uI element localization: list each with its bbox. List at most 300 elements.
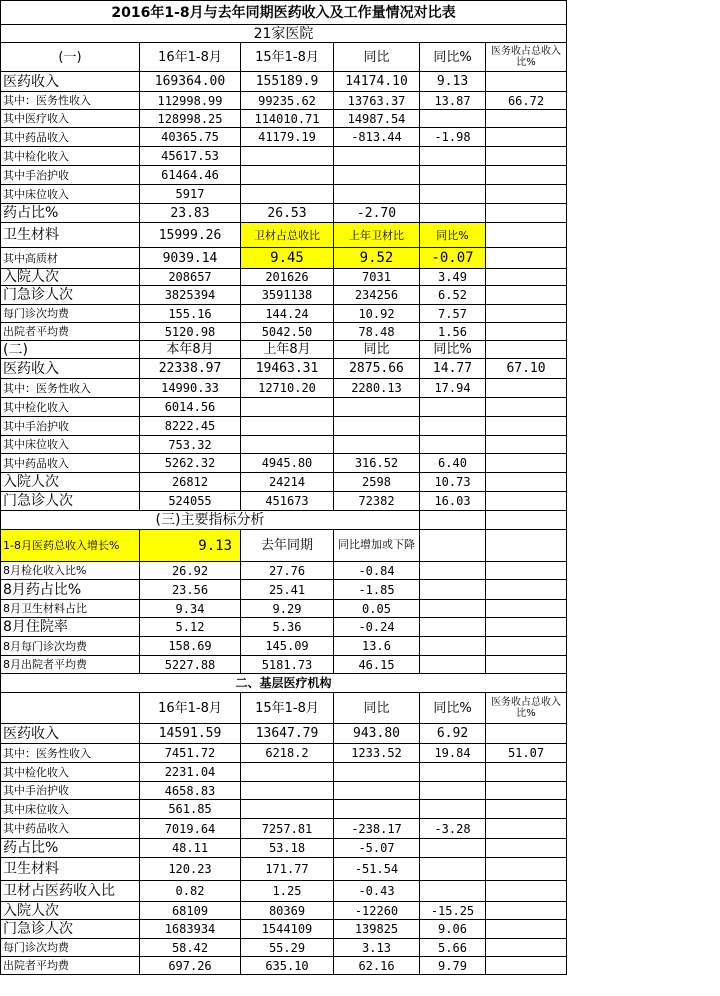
row-label: 医药收入 [1,724,140,744]
data-cell: 1544109 [241,920,334,939]
data-cell: 41179.19 [241,128,334,147]
data-cell: 171.77 [241,858,334,881]
data-cell: 14990.33 [140,379,241,398]
data-cell: 169364.00 [140,72,241,92]
empty-cell [486,580,567,600]
data-cell: 46.15 [334,656,420,674]
data-cell: 80369 [241,902,334,920]
data-cell: 155.16 [140,305,241,323]
section4-header-0 [1,693,140,724]
data-cell [420,166,486,185]
row-label: 卫材占医药收入比 [1,881,140,902]
data-cell [486,185,567,204]
data-cell: 9.13 [420,72,486,92]
data-cell: 1.25 [241,881,334,902]
row-label: 其中：医务性收入 [1,744,140,763]
yoy-change-header: 同比增加或下降 [334,530,420,562]
data-cell: 72382 [334,492,420,511]
data-cell: 1.56 [420,323,486,341]
row-label: 其中床位收入 [1,436,140,454]
data-cell [420,398,486,417]
data-cell: 14591.59 [140,724,241,744]
data-cell [420,417,486,436]
section4-row [1,763,567,782]
data-cell [486,819,567,839]
row-label: 其中：医务性收入 [1,379,140,398]
data-cell [420,782,486,800]
data-cell [486,939,567,957]
data-cell: 26.92 [140,562,241,580]
data-cell: 5.12 [140,618,241,637]
data-cell [486,417,567,436]
data-cell: 14.77 [420,359,486,379]
section1-row [1,128,567,147]
data-cell [241,782,334,800]
data-cell [241,436,334,454]
row-label: 其中检化收入 [1,398,140,417]
section1-row [1,223,567,248]
data-cell [486,110,567,128]
section4-header-row [1,693,567,724]
section2-header-0: (二) [1,341,140,359]
section1-header-1: 16年1-8月 [140,43,241,72]
data-cell [241,398,334,417]
empty-cell [486,562,567,580]
section4-row [1,939,567,957]
data-cell [486,72,567,92]
data-cell: 316.52 [334,454,420,473]
data-cell [486,724,567,744]
data-cell [241,185,334,204]
data-cell [334,166,420,185]
row-label: 其中高质材 [1,248,140,269]
section2-row [1,398,567,417]
data-cell [334,417,420,436]
data-cell [241,147,334,166]
data-cell: 9.29 [241,600,334,618]
data-cell: 5262.32 [140,454,241,473]
row-label: 医药收入 [1,359,140,379]
section1-header-4: 同比% [420,43,486,72]
data-cell: 9.34 [140,600,241,618]
data-cell: -51.54 [334,858,420,881]
data-cell [334,800,420,819]
section4-row [1,881,567,902]
data-cell [486,492,567,511]
data-cell: 128998.25 [140,110,241,128]
data-cell [420,800,486,819]
data-cell [241,417,334,436]
data-cell: 13.6 [334,637,420,656]
section1-row [1,204,567,223]
section1-row [1,166,567,185]
section3-row [1,637,567,656]
data-cell: 68109 [140,902,241,920]
section4-row [1,819,567,839]
data-cell: 8222.45 [140,417,241,436]
data-cell: 943.80 [334,724,420,744]
data-cell: 53.18 [241,839,334,858]
section1-header-3: 同比 [334,43,420,72]
data-cell [486,323,567,341]
data-cell: 7257.81 [241,819,334,839]
data-cell [486,839,567,858]
section2-header-5 [486,341,567,359]
section1-row [1,269,567,286]
row-label: 药占比% [1,204,140,223]
data-cell [486,957,567,975]
empty-cell [420,656,486,674]
section4-row [1,902,567,920]
section1-header-2: 15年1-8月 [241,43,334,72]
data-cell [486,800,567,819]
data-cell: 7019.64 [140,819,241,839]
data-cell: 5181.73 [241,656,334,674]
data-cell: 9.06 [420,920,486,939]
section2-header-2: 上年8月 [241,341,334,359]
data-cell [486,763,567,782]
data-cell: 66.72 [486,92,567,110]
data-cell [486,248,567,269]
data-cell: 155189.9 [241,72,334,92]
data-cell: 120.23 [140,858,241,881]
row-label: 其中检化收入 [1,763,140,782]
data-cell [420,185,486,204]
data-cell: 208657 [140,269,241,286]
data-cell [486,473,567,492]
data-cell: 9.52 [334,248,420,269]
section3-row [1,562,567,580]
data-cell: 697.26 [140,957,241,975]
section3-row [1,618,567,637]
data-cell [334,147,420,166]
row-label: 入院人次 [1,269,140,286]
data-cell [241,763,334,782]
data-cell: 19.84 [420,744,486,763]
section3-row [1,580,567,600]
data-cell: 1683934 [140,920,241,939]
empty-cell [486,637,567,656]
data-cell: 561.85 [140,800,241,819]
data-cell: 6.92 [420,724,486,744]
section4-header-5: 医务收占总收入比% [486,693,567,724]
data-cell: -238.17 [334,819,420,839]
row-label: 8月住院率 [1,618,140,637]
data-cell: 5917 [140,185,241,204]
data-cell: 753.32 [140,436,241,454]
data-cell [486,223,567,248]
row-label: 其中医疗收入 [1,110,140,128]
section4-row [1,920,567,939]
data-cell [420,147,486,166]
section4-header-2: 15年1-8月 [241,693,334,724]
empty-cell [486,511,567,530]
data-cell: 40365.75 [140,128,241,147]
section4-row [1,957,567,975]
data-cell: 7031 [334,269,420,286]
data-cell: 7451.72 [140,744,241,763]
data-cell [420,204,486,223]
row-label: 其中药品收入 [1,819,140,839]
data-cell: 6.40 [420,454,486,473]
data-cell: 58.42 [140,939,241,957]
data-cell [486,436,567,454]
section2-header-4: 同比% [420,341,486,359]
empty-cell [420,511,486,530]
section2-header-1: 本年8月 [140,341,241,359]
growth-value: 9.13 [140,530,241,562]
data-cell: 5.36 [241,618,334,637]
empty-cell [420,618,486,637]
empty-cell [486,656,567,674]
data-cell: 9.45 [241,248,334,269]
row-label: 门急诊人次 [1,286,140,305]
section3-row [1,600,567,618]
empty-cell [486,530,567,562]
section2-header-row [1,341,567,359]
data-cell: 14987.54 [334,110,420,128]
data-cell: 10.92 [334,305,420,323]
row-label: 8月检化收入比% [1,562,140,580]
data-cell: 10.73 [420,473,486,492]
data-cell [486,398,567,417]
data-cell: 67.10 [486,359,567,379]
data-cell: 4658.83 [140,782,241,800]
row-label: 门急诊人次 [1,492,140,511]
section1-header-row [1,43,567,72]
report-title: 2016年1-8月与去年同期医药收入及工作量情况对比表 [1,1,567,25]
data-cell: 卫材占总收比 [241,223,334,248]
data-cell: 524055 [140,492,241,511]
data-cell: 112998.99 [140,92,241,110]
data-cell: 22338.97 [140,359,241,379]
section4-row [1,744,567,763]
data-cell [486,782,567,800]
data-cell: 16.03 [420,492,486,511]
growth-label: 1-8月医药总收入增长% [1,530,140,562]
data-cell: 6014.56 [140,398,241,417]
empty-cell [486,618,567,637]
section1-row [1,92,567,110]
data-cell [241,800,334,819]
data-cell [486,147,567,166]
section2-row [1,359,567,379]
data-cell: 9039.14 [140,248,241,269]
data-cell: -2.70 [334,204,420,223]
row-label: 卫生材料 [1,223,140,248]
data-cell [241,166,334,185]
data-cell: 45617.53 [140,147,241,166]
section1-row [1,147,567,166]
section4-header-1: 16年1-8月 [140,693,241,724]
row-label: 出院者平均费 [1,957,140,975]
data-cell: 5.66 [420,939,486,957]
data-cell: -15.25 [420,902,486,920]
row-label: 医药收入 [1,72,140,92]
data-cell [334,398,420,417]
section2-row [1,473,567,492]
data-cell [486,269,567,286]
row-label: 其中药品收入 [1,128,140,147]
data-cell: 234256 [334,286,420,305]
data-cell: 2280.13 [334,379,420,398]
data-cell: 3.49 [420,269,486,286]
data-cell [486,286,567,305]
data-cell: -1.85 [334,580,420,600]
data-cell: 同比% [420,223,486,248]
title-row [1,1,567,25]
section1-row [1,248,567,269]
data-cell: 13.87 [420,92,486,110]
data-cell: 62.16 [334,957,420,975]
data-cell [420,110,486,128]
data-cell: 5042.50 [241,323,334,341]
section4-row [1,858,567,881]
row-label: 其中手治护收 [1,417,140,436]
section2-header-3: 同比 [334,341,420,359]
section4-banner: 二、基层医疗机构 [1,674,567,693]
section4-header-4: 同比% [420,693,486,724]
data-cell [420,881,486,902]
data-cell [486,858,567,881]
section1-row [1,110,567,128]
data-cell [420,763,486,782]
section3-header-row [1,530,567,562]
section4-row [1,724,567,744]
data-cell: 25.41 [241,580,334,600]
data-cell: 114010.71 [241,110,334,128]
section3-banner-row [1,511,567,530]
row-label: 其中药品收入 [1,454,140,473]
data-cell: 451673 [241,492,334,511]
data-cell: 0.05 [334,600,420,618]
section1-header-0: (一) [1,43,140,72]
data-cell [420,839,486,858]
empty-cell [486,600,567,618]
data-cell: 17.94 [420,379,486,398]
data-cell: 5120.98 [140,323,241,341]
empty-cell [420,530,486,562]
data-cell: 7.57 [420,305,486,323]
data-cell: 78.48 [334,323,420,341]
section1-row [1,286,567,305]
row-label: 8月出院者平均费 [1,656,140,674]
section4-row [1,800,567,819]
data-cell: -3.28 [420,819,486,839]
section1-row [1,185,567,204]
data-cell [486,920,567,939]
data-cell: 14174.10 [334,72,420,92]
data-cell: 5227.88 [140,656,241,674]
data-cell: 24214 [241,473,334,492]
data-cell: -813.44 [334,128,420,147]
section2-row [1,379,567,398]
data-cell: 3825394 [140,286,241,305]
data-cell: -0.24 [334,618,420,637]
data-cell: -12260 [334,902,420,920]
empty-cell [420,600,486,618]
row-label: 其中床位收入 [1,185,140,204]
data-cell [334,763,420,782]
data-cell: 145.09 [241,637,334,656]
data-cell [486,305,567,323]
data-cell [334,782,420,800]
data-cell [486,454,567,473]
row-label: 入院人次 [1,473,140,492]
row-label: 药占比% [1,839,140,858]
data-cell: -1.98 [420,128,486,147]
data-cell: -0.07 [420,248,486,269]
section1-row [1,72,567,92]
data-cell [420,436,486,454]
section3-banner: (三)主要指标分析 [1,511,420,530]
section4-row [1,839,567,858]
data-cell: -5.07 [334,839,420,858]
section1-row [1,305,567,323]
section2-row [1,436,567,454]
empty-cell [420,637,486,656]
row-label: 8月卫生材料占比 [1,600,140,618]
section2-row [1,492,567,511]
data-cell: 27.76 [241,562,334,580]
data-cell [486,881,567,902]
section4-banner-row [1,674,567,693]
data-cell: 201626 [241,269,334,286]
data-cell [420,858,486,881]
data-cell: 2231.04 [140,763,241,782]
section1-header-5: 医务收占总收入比% [486,43,567,72]
section1-banner: 21家医院 [1,25,567,43]
last-year-header: 去年同期 [241,530,334,562]
row-label: 每门诊次均费 [1,939,140,957]
data-cell: 4945.80 [241,454,334,473]
section1-row [1,323,567,341]
section3-row [1,656,567,674]
row-label: 其中：医务性收入 [1,92,140,110]
section4-row [1,782,567,800]
data-cell: 上年卫材比 [334,223,420,248]
data-cell: 2875.66 [334,359,420,379]
data-cell: 99235.62 [241,92,334,110]
data-cell [486,166,567,185]
data-cell: 635.10 [241,957,334,975]
data-cell: 13763.37 [334,92,420,110]
section2-row [1,417,567,436]
data-cell: -0.43 [334,881,420,902]
data-cell: 15999.26 [140,223,241,248]
data-cell: 55.29 [241,939,334,957]
data-cell: 3591138 [241,286,334,305]
data-cell: 12710.20 [241,379,334,398]
data-cell: 23.56 [140,580,241,600]
report-body [1,1,567,975]
row-label: 8月每门诊次均费 [1,637,140,656]
data-cell: 61464.46 [140,166,241,185]
data-cell [486,902,567,920]
section2-row [1,454,567,473]
data-cell [334,436,420,454]
row-label: 其中床位收入 [1,800,140,819]
row-label: 其中手治护收 [1,166,140,185]
data-cell: 139825 [334,920,420,939]
data-cell [486,379,567,398]
data-cell: 26.53 [241,204,334,223]
data-cell: 0.82 [140,881,241,902]
data-cell: 6.52 [420,286,486,305]
section1-banner-row [1,25,567,43]
empty-cell [420,580,486,600]
data-cell: 3.13 [334,939,420,957]
